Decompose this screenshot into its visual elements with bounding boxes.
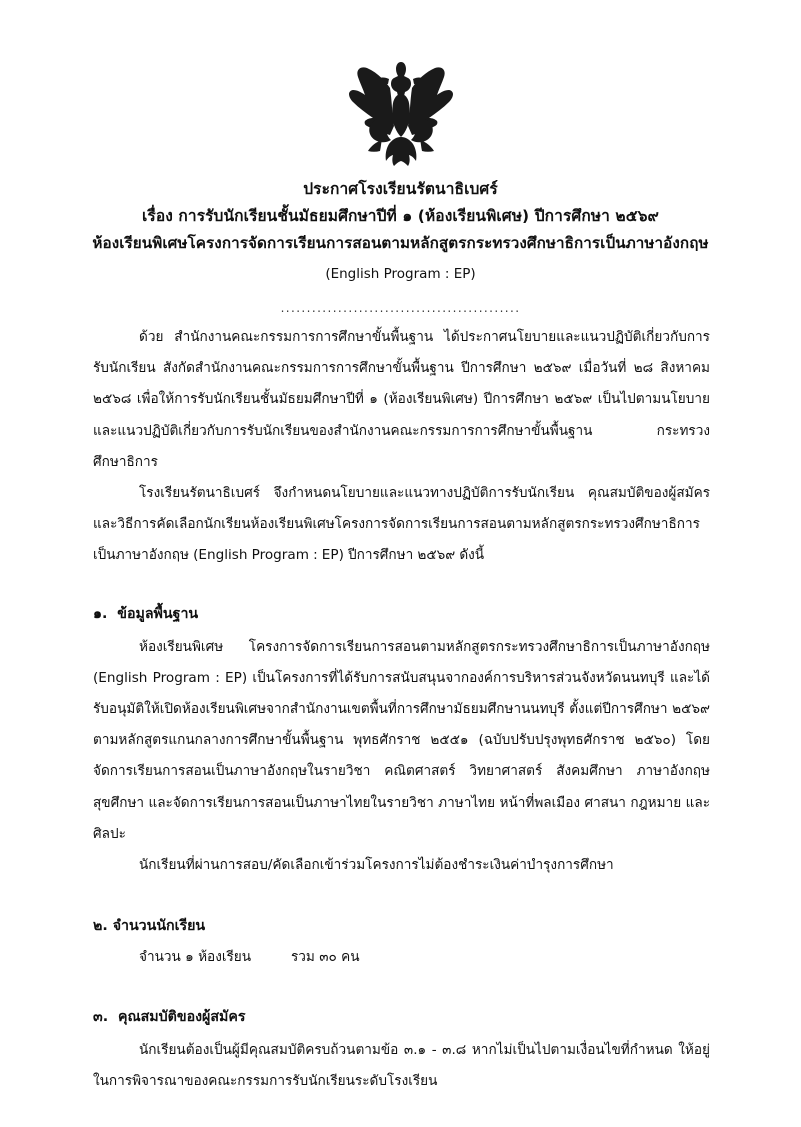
garuda-emblem-icon xyxy=(342,52,460,172)
header-line-2: เรื่อง การรับนักเรียนชั้นมัธยมศึกษาปีที่ ๑ (ห้องเรียนพิเศษ) ปีการศึกษา ๒๕๖๙ xyxy=(142,207,659,225)
student-count-row xyxy=(93,942,710,973)
student-total: รวม ๓๐ คน xyxy=(291,949,360,966)
section-3-title: คุณสมบัติของผู้สมัคร xyxy=(117,1009,246,1026)
section-1-paragraph-2: นักเรียนที่ผ่านการสอบ/คัดเลือกเข้าร่วมโครงการไม่ต้องชำระเงินค่าบำรุงการศึกษา xyxy=(139,857,614,874)
section-1-heading xyxy=(93,599,710,630)
preamble-paragraph-1: ด้วย สำนักงานคณะกรรมการการศึกษาขั้นพื้นฐาน ได้ประกาศนโยบายและแนวปฏิบัติเกี่ยวกับการรับนักเรียน สังกัดสำนักงานคณะกรรมการการศึกษาขั้นพื้นฐาน ปีการศึกษา ๒๕๖๙ เมื่อวันที่ ๒๘ สิงหาคม ๒๕๖๘ เพื่อให้การรับนักเรียนชั้นมัธยมศึกษาปีที่ ๑ (ห้องเรียนพิเศษ) ปีการศึกษา ๒๕๖๙ เป็นไปตามนโยบายและแนวปฏิบัติเกี่ยวกับการรับนักเรียนของสำนักงานคณะกรรมการการศึกษาขั้นพื้นฐาน กระทรวงศึกษาธิการ xyxy=(93,329,710,470)
classroom-count: จำนวน ๑ ห้องเรียน xyxy=(139,949,252,966)
section-1-title: ข้อมูลพื้นฐาน xyxy=(117,605,199,622)
header-line-3: ห้องเรียนพิเศษโครงการจัดการเรียนการสอนตามหลักสูตรกระทรวงศึกษาธิการเป็นภาษาอังกฤษ xyxy=(92,234,709,252)
section-2-number: ๒. xyxy=(93,918,108,935)
section-2-title: จำนวนนักเรียน xyxy=(112,918,206,935)
header-line-1: ประกาศโรงเรียนรัตนาธิเบศร์ xyxy=(303,180,498,198)
section-1-paragraph-1: ห้องเรียนพิเศษ โครงการจัดการเรียนการสอนตามหลักสูตรกระทรวงศึกษาธิการเป็นภาษาอังกฤษ (English Program : EP) เป็นโครงการที่ได้รับการสนับสนุนจากองค์การบริหารส่วนจังหวัดนนทบุรี และได้รับอนุมัติให้เปิดห้องเรียนพิเศษจากสำนักงานเขตพื้นที่การศึกษามัธยมศึกษานนทบุรี ตั้งแต่ปีการศึกษา ๒๕๖๙ ตามหลักสูตรแกนกลางการศึกษาขั้นพื้นฐาน พุทธศักราช ๒๕๕๑ (ฉบับปรับปรุงพุทธศักราช ๒๕๖๐) โดยจัดการเรียนการสอนเป็นภาษาอังกฤษในรายวิชา คณิตศาสตร์ วิทยาศาสตร์ สังคมศึกษา ภาษาอังกฤษ สุขศึกษา และจัดการเรียนการสอนเป็นภาษาไทยในรายวิชา ภาษาไทย หน้าที่พลเมือง ศาสนา กฎหมาย และศิลปะ xyxy=(93,638,710,842)
section-3-heading xyxy=(93,1002,710,1033)
announcement-header xyxy=(60,176,741,288)
document-body xyxy=(93,322,710,1098)
header-line-4-program: (English Program : EP) xyxy=(325,266,476,282)
section-3-number: ๓. xyxy=(93,1009,109,1026)
section-3-paragraph-1: นักเรียนต้องเป็นผู้มีคุณสมบัติครบถ้วนตามข้อ ๓.๑ - ๓.๘ หากไม่เป็นไปตามเงื่อนไขที่กำหนด ให้อยู่ในการพิจารณาของคณะกรรมการรับนักเรียนระดับโรงเรียน xyxy=(93,1042,710,1090)
dotted-separator: .............................................. xyxy=(280,303,521,313)
preamble-paragraph-2: โรงเรียนรัตนาธิเบศร์ จึงกำหนดนโยบายและแนวทางปฏิบัติการรับนักเรียน คุณสมบัติของผู้สมัครและวิธีการคัดเลือกนักเรียนห้องเรียนพิเศษโครงการจัดการเรียนการสอนตามหลักสูตรกระทรวงศึกษาธิการเป็นภาษาอังกฤษ (English Program : EP) ปีการศึกษา ๒๕๖๙ ดังนี้ xyxy=(93,485,710,564)
emblem-container xyxy=(0,52,801,176)
section-1-number: ๑. xyxy=(93,605,108,622)
section-2-heading xyxy=(93,911,710,942)
